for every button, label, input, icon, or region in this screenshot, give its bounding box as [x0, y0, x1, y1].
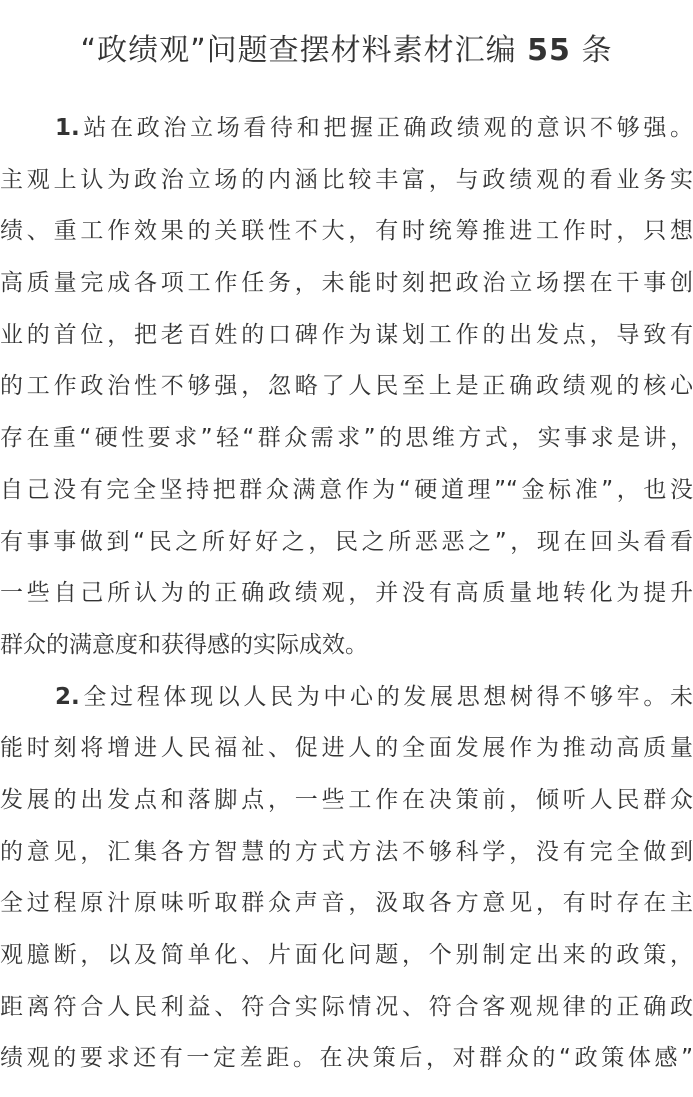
paragraph-line: 绩观的要求还有一定差距。在决策后，对群众的“政策体感” — [0, 1045, 693, 1072]
paragraph-line: 距离符合人民利益、符合实际情况、符合客观规律的正确政 — [0, 993, 693, 1020]
paragraph-line: 业的首位，把老百姓的口碑作为谋划工作的出发点，导致有 — [0, 321, 693, 348]
paragraph-line: 主观上认为政治立场的内涵比较丰富，与政绩观的看业务实 — [0, 166, 693, 193]
paragraph-line: 全过程体现以人民为中心的发展思想树得不够牢。未 — [79, 683, 693, 710]
item-number: 2. — [55, 683, 80, 710]
title-count: 55 — [527, 33, 571, 68]
paragraph-line: 绩、重工作效果的关联性不大，有时统筹推进工作时，只想 — [0, 218, 693, 245]
paragraph-line: 群众的满意度和获得感的实际成效。 — [0, 631, 368, 658]
title-unit: 条 — [581, 33, 613, 68]
paragraph-2-first-line — [0, 672, 693, 724]
paragraph-line: 全过程原汁原味听取群众声音，汲取各方意见，有时存在主 — [0, 890, 693, 917]
document-title — [0, 26, 693, 76]
paragraph-line: 观臆断，以及简单化、片面化问题，个别制定出来的政策， — [0, 942, 693, 968]
paragraph-1-first-line — [0, 103, 693, 155]
paragraph-line: 发展的出发点和落脚点，一些工作在决策前，倾听人民群众 — [0, 786, 693, 813]
article-body — [0, 103, 693, 1085]
paragraph-line: 的意见，汇集各方智慧的方式方法不够科学，没有完全做到 — [0, 838, 693, 865]
title-text: “政绩观”问题查摆材料素材汇编 — [80, 33, 517, 68]
paragraph-line: 高质量完成各项工作任务，未能时刻把政治立场摆在干事创 — [0, 270, 693, 297]
paragraph-line: 的工作政治性不够强，忽略了人民至上是正确政绩观的核心 — [0, 373, 693, 400]
paragraph-line: 自己没有完全坚持把群众满意作为“硬道理”“金标准”，也没 — [0, 476, 693, 503]
paragraph-line: 一些自己所认为的正确政绩观，并没有高质量地转化为提升 — [0, 580, 693, 607]
paragraph-line: 能时刻将增进人民福祉、促进人的全面发展作为推动高质量 — [0, 735, 693, 762]
item-number: 1. — [55, 115, 80, 141]
paragraph-line: 站在政治立场看待和把握正确政绩观的意识不够强。 — [79, 115, 693, 141]
paragraph-line: 存在重“硬性要求”轻“群众需求”的思维方式，实事求是讲， — [0, 425, 693, 452]
paragraph-line: 有事事做到“民之所好好之，民之所恶恶之”，现在回头看看 — [0, 528, 693, 555]
